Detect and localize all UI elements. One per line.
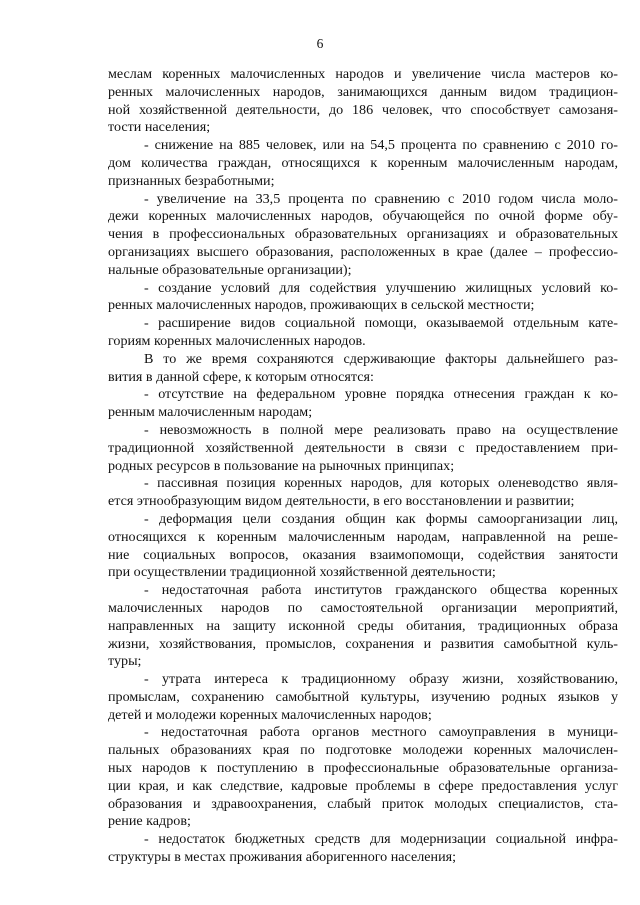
text-line: ных народов к поступлению в профессиональные образовательные организа- [108,760,618,777]
text-line: промыслам, сохранению самобытной культуры, изучению родных языков у [108,688,618,705]
text-line: рение кадров; [108,813,191,830]
text-line: структуры в местах проживания аборигенного населения; [108,849,457,866]
text-line: пальных образованиях края по подготовке молодежи коренных малочислен- [108,742,618,759]
text-line: В то же время сохраняются сдерживающие факторы дальнейшего раз- [144,350,618,367]
document-body [108,66,618,867]
text-line: образования и здравоохранения, слабый приток молодых специалистов, ста- [108,795,618,812]
text-line: ренным малочисленным народам; [108,404,313,421]
text-line: традиционной хозяйственной деятельности в связи с предоставлением при- [108,439,618,456]
text-line: гориям коренных малочисленных народов. [108,332,366,349]
text-line: направленных на защиту исконной среды обитания, традиционных образа [108,617,618,634]
text-line: - создание условий для содействия улучшению жилищных условий ко- [144,279,618,296]
page-number: 6 [316,36,324,51]
text-line: дежи коренных малочисленных народов, обучающейся по очной форме обу- [108,208,618,225]
text-line: меслам коренных малочисленных народов и увеличение числа мастеров ко- [108,66,618,82]
text-line: - увеличение на 33,5 процента по сравнению с 2010 годом числа моло- [144,190,618,207]
text-line: туры; [108,653,142,670]
text-line: - снижение на 885 человек, или на 54,5 процента по сравнению с 2010 го- [144,137,618,154]
text-line: родных ресурсов в пользование на рыночных принципах; [108,457,455,474]
text-line: - пассивная позиция коренных народов, для которых оленеводство явля- [144,475,618,492]
text-line: ние социальных вопросов, оказания взаимопомощи, содействия занятости [108,546,618,563]
text-line: организациях высшего образования, расположенных в крае (далее – профессио- [108,243,618,260]
text-line: чения в профессиональных образовательных организациях и образовательных [108,226,618,243]
text-line: тости населения; [108,119,211,136]
text-line: ренных малочисленных народов, проживающих в сельской местности; [108,297,535,314]
text-line: - недостаточная работа институтов гражданского общества коренных [144,582,618,599]
text-line: детей и молодежи коренных малочисленных народов; [108,706,432,723]
text-line: дом количества граждан, относящихся к коренным малочисленным народам, [108,154,618,171]
text-line: - невозможность в полной мере реализовать право на осуществление [144,421,618,438]
text-line: - недостаток бюджетных средств для модернизации социальной инфра- [144,831,618,848]
text-line: - отсутствие на федеральном уровне порядка отнесения граждан к ко- [144,386,618,403]
text-line: жизни, хозяйствования, промыслов, сохранения и развития самобытной куль- [108,635,618,652]
text-line: - утрата интереса к традиционному образу жизни, хозяйствованию, [144,671,618,688]
text-line: ется этнообразующим видом деятельности, в его восстановлении и развитии; [108,493,575,510]
text-line: ции края, и как следствие, кадровые проблемы в сфере предоставления услуг [108,777,618,794]
text-line: - недостаточная работа органов местного самоуправления в муници- [144,724,618,741]
text-line: признанных безработными; [108,172,275,189]
text-line: при осуществлении традиционной хозяйственной деятельности; [108,564,496,581]
text-line: относящихся к коренным малочисленным народам, направленной на реше- [108,528,618,545]
text-line: ренных малочисленных народов, занимающихся данным видом традицион- [108,83,618,100]
text-line: ной хозяйственной деятельности, до 186 человек, что способствует самозаня- [108,101,618,118]
text-line: вития в данной сфере, к которым относятся: [108,368,374,385]
text-line: нальные образовательные организации); [108,261,352,278]
text-line: - расширение видов социальной помощи, оказываемой отдельным кате- [144,315,618,332]
text-line: - деформация цели создания общин как формы самоорганизации лиц, [144,510,618,527]
text-line: малочисленных народов по самостоятельной организации мероприятий, [108,599,618,616]
